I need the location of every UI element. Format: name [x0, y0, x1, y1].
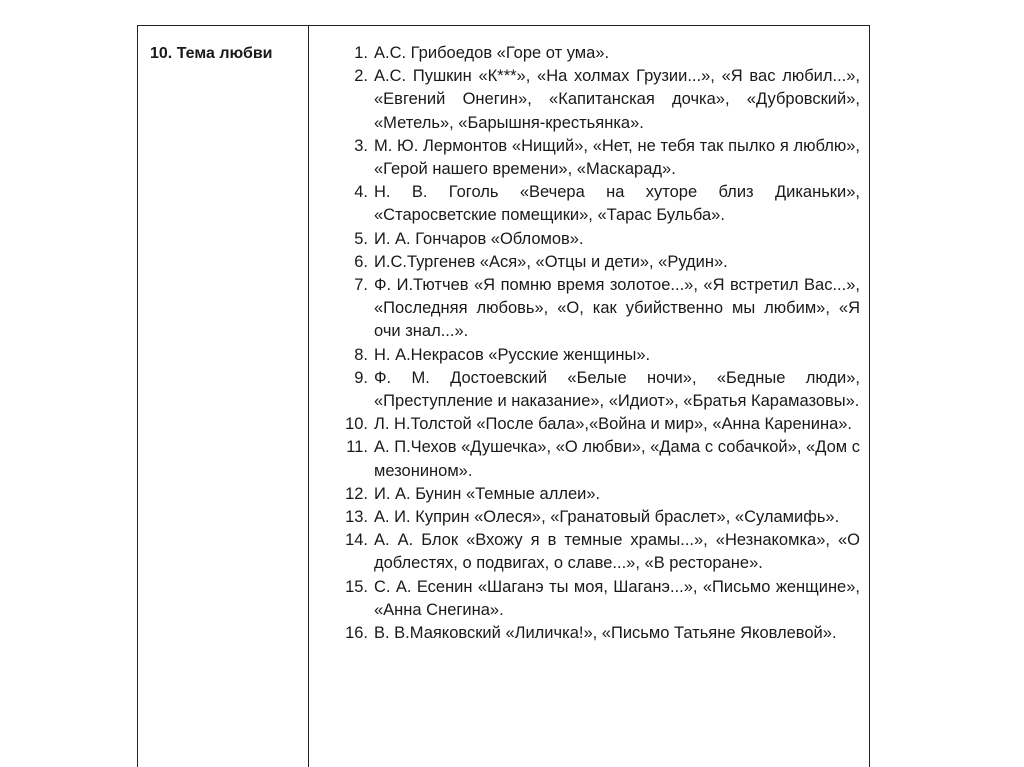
item-number: 3. [354, 136, 368, 155]
item-text: М. Ю. Лермонтов «Нищий», «Нет, не тебя так пылко я люблю», «Герой нашего времени», «Маскарад». [374, 136, 860, 179]
list-item [334, 135, 860, 181]
item-number: 8. [354, 345, 368, 364]
item-text: А.С. Грибоедов «Горе от ума». [374, 44, 610, 62]
item-text: И.С.Тургенев «Ася», «Отцы и дети», «Рудин». [374, 252, 728, 271]
item-number: 12. [345, 484, 368, 503]
item-number: 6. [354, 252, 368, 271]
list-item [334, 622, 860, 645]
item-number: 14. [345, 531, 368, 550]
item-number: 11. [346, 438, 368, 457]
item-number: 1. [354, 44, 368, 62]
works-list [334, 42, 860, 645]
item-number: 13. [345, 508, 368, 527]
literature-table [137, 25, 870, 767]
list-item [334, 506, 860, 529]
item-text: Ф. М. Достоевский «Белые ночи», «Бедные люди», «Преступление и наказание», «Идиот», «Братья Карамазовы». [374, 368, 860, 411]
list-item [334, 576, 860, 622]
list-item [334, 65, 860, 135]
list-item [334, 228, 860, 251]
item-text: Н. А.Некрасов «Русские женщины». [374, 345, 651, 364]
item-number: 10. [345, 415, 368, 434]
list-item [334, 274, 860, 344]
item-text: Н. В. Гоголь «Вечера на хуторе близ Диканьки», «Старосветские помещики», «Тарас Бульба». [374, 183, 860, 225]
list-item [334, 42, 860, 65]
column-divider [308, 26, 309, 767]
item-text: А. П.Чехов «Душечка», «О любви», «Дама с собачкой», «Дом с мезонином». [374, 438, 860, 480]
item-number: 2. [354, 67, 368, 86]
item-text: И. А. Гончаров «Обломов». [374, 229, 584, 248]
item-number: 15. [345, 577, 368, 596]
item-text: А. А. Блок «Вхожу я в темные храмы...», «Незнакомка», «О доблестях, о подвигах, о славе...», «В ресторане». [374, 531, 860, 573]
list-item [334, 367, 860, 413]
list-item [334, 436, 860, 482]
topic-cell: 10. Тема любви [150, 45, 273, 62]
item-text: В. В.Маяковский «Лиличка!», «Письмо Татьяне Яковлевой». [374, 624, 837, 643]
list-item [334, 181, 860, 227]
item-number: 7. [354, 276, 368, 295]
item-number: 9. [354, 368, 368, 387]
item-text: А. И. Куприн «Олеся», «Гранатовый браслет», «Суламифь». [374, 508, 840, 527]
item-number: 16. [345, 624, 368, 643]
item-text: С. А. Есенин «Шаганэ ты моя, Шаганэ...», «Письмо женщине», «Анна Снегина». [374, 577, 860, 619]
item-text: Ф. И.Тютчев «Я помню время золотое...», «Я встретил Вас...», «Последняя любовь», «О, как убийственно мы любим», «Я очи знал...». [374, 276, 860, 341]
list-item [334, 529, 860, 575]
item-number: 5. [354, 229, 368, 248]
item-number: 4. [354, 183, 368, 202]
list-item [334, 344, 860, 367]
list-item [334, 251, 860, 274]
item-text: И. А. Бунин «Темные аллеи». [374, 484, 601, 503]
list-item [334, 413, 860, 436]
item-text: А.С. Пушкин «К***», «На холмах Грузии...», «Я вас любил...», «Евгений Онегин», «Капитанская дочка», «Дубровский», «Метель», «Барышня-крестьянка». [374, 67, 860, 132]
item-text: Л. Н.Толстой «После бала»,«Война и мир», «Анна Каренина». [374, 415, 853, 434]
list-item [334, 483, 860, 506]
